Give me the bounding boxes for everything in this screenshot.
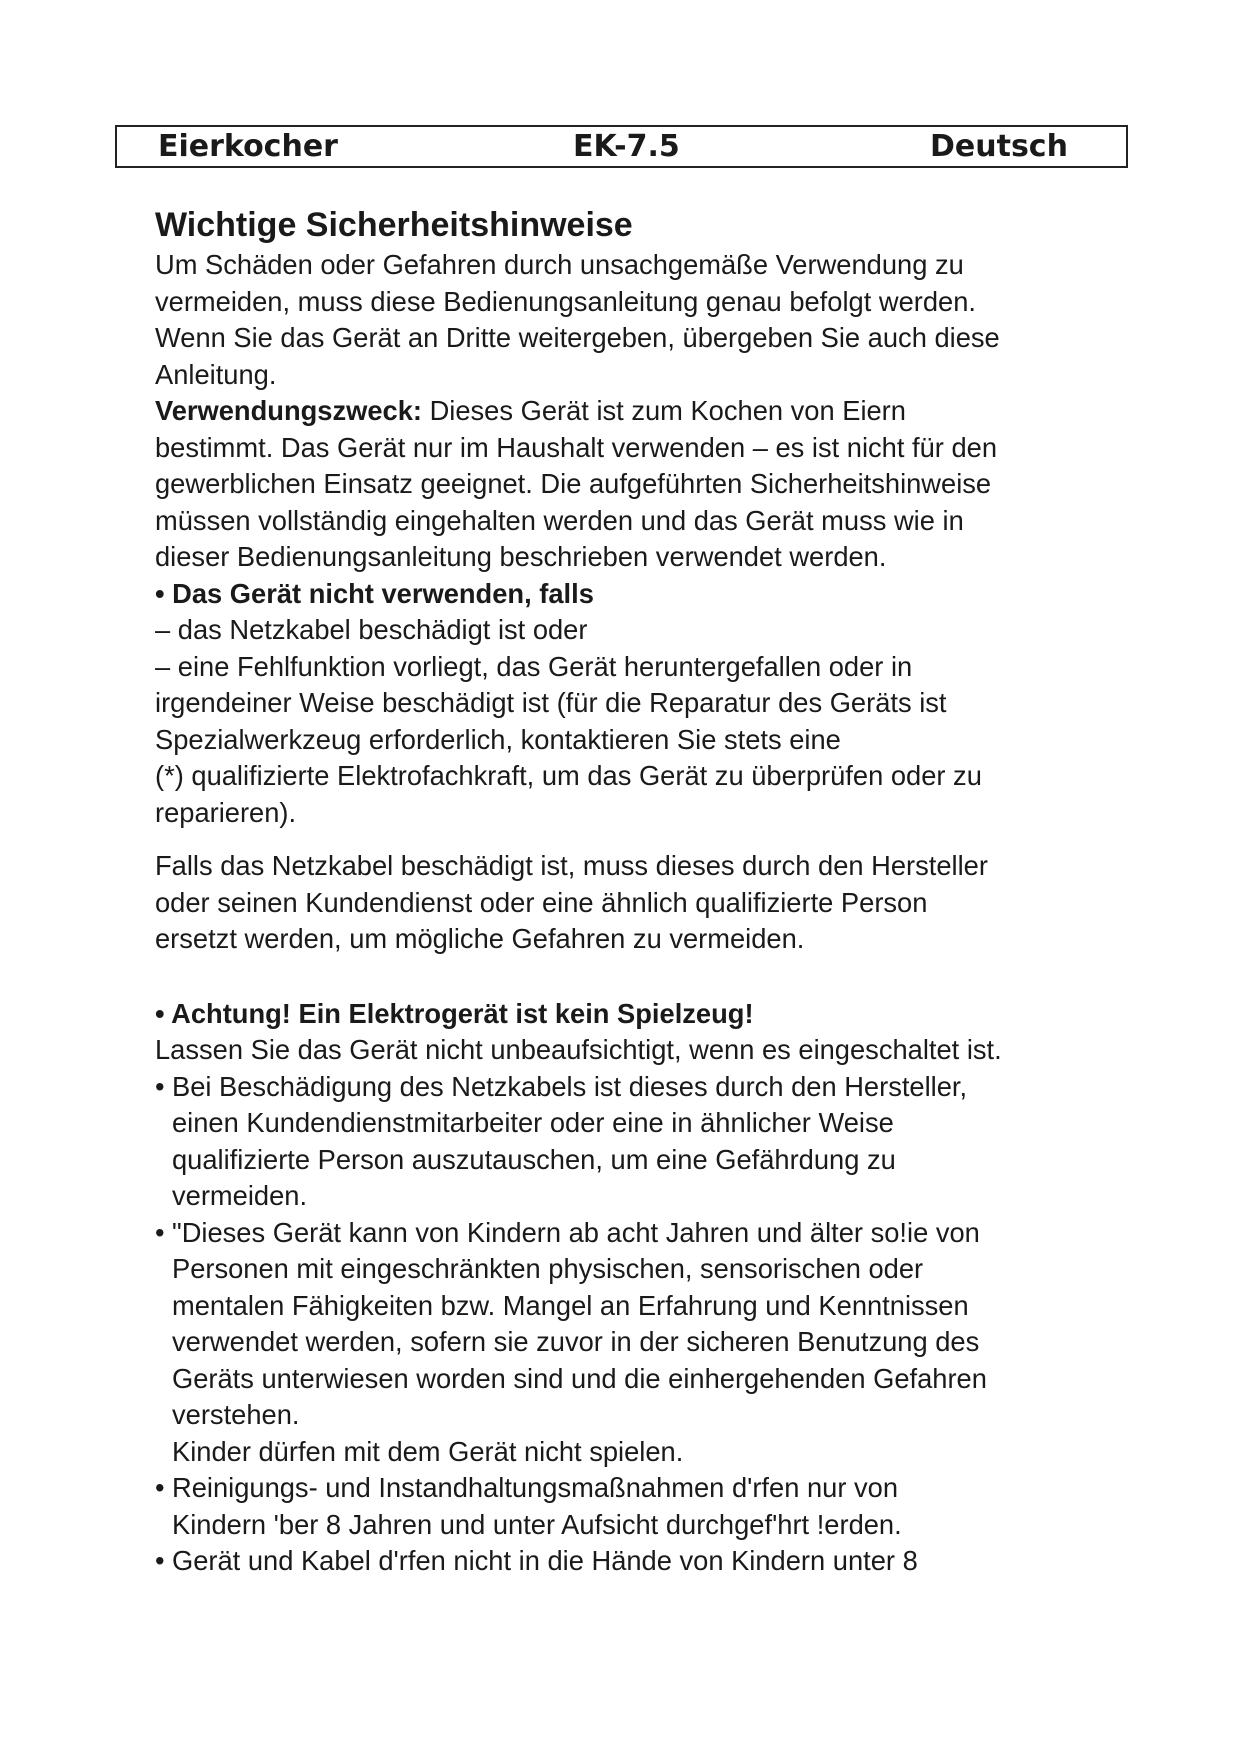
list-item [155, 1215, 1115, 1471]
warning-block [155, 996, 1115, 1069]
bullet-list [155, 1069, 1115, 1580]
header-model-number: EK-7.5 [573, 129, 680, 164]
do-not-use-line: (*) qualifizierte Elektrofachkraft, um das Gerät zu überprüfen oder zu [155, 760, 982, 791]
do-not-use-line: – das Netzkabel beschädigt ist oder [155, 614, 588, 645]
do-not-use-heading: • Das Gerät nicht verwenden, falls [155, 577, 594, 609]
do-not-use-block [155, 576, 1115, 832]
bullet-dot: • [155, 1472, 165, 1503]
list-item-line: verstehen. [172, 1399, 300, 1430]
purpose-line [155, 393, 1115, 430]
purpose-line: bestimmt. Das Gerät nur im Haushalt verwenden – es ist nicht für den [155, 431, 998, 463]
cable-line: Falls das Netzkabel beschädigt ist, muss dieses durch den Hersteller [155, 850, 988, 881]
list-item-line: Kinder dürfen mit dem Gerät nicht spielen. [172, 1435, 684, 1467]
list-item-line: Personen mit eingeschränkten physischen, sensorischen oder [172, 1253, 924, 1284]
list-item-line: einen Kundendienstmitarbeiter oder eine in ähnlicher Weise [172, 1107, 894, 1138]
warning-heading: • Achtung! Ein Elektrogerät ist kein Spielzeug! [155, 997, 754, 1029]
intro-line: Wenn Sie das Gerät an Dritte weitergeben, übergeben Sie auch diese [155, 322, 1000, 353]
list-item-line: Bei Beschädigung des Netzkabels ist dieses durch den Hersteller, [172, 1070, 968, 1102]
purpose-paragraph [155, 393, 1115, 576]
purpose-first-line: Dieses Gerät ist zum Kochen von Eiern [421, 395, 906, 426]
list-item-line: vermeiden. [172, 1180, 308, 1211]
header-language: Deutsch [930, 129, 1068, 164]
list-item [155, 1470, 1115, 1543]
do-not-use-line: irgendeiner Weise beschädigt ist (für die Reparatur des Geräts ist [155, 687, 947, 718]
bullet-dot: • [155, 1216, 165, 1248]
header-product-name: Eierkocher [158, 129, 338, 164]
list-item-line: "Dieses Gerät kann von Kindern ab acht Jahren und älter so!ie von [172, 1216, 980, 1248]
purpose-label: Verwendungszweck: [155, 395, 422, 426]
spacer [155, 958, 1115, 996]
intro-line: vermeiden, muss diese Bedienungsanleitung genau befolgt werden. [155, 285, 976, 317]
list-item [155, 1069, 1115, 1215]
list-item-line: Gerät und Kabel d'rfen nicht in die Hände von Kindern unter 8 [172, 1545, 918, 1576]
bullet-dot: • [155, 1070, 165, 1102]
list-item-line: Kindern 'ber 8 Jahren und unter Aufsicht durchgef'hrt !erden. [172, 1508, 902, 1540]
cable-paragraph [155, 848, 1115, 958]
spacer [155, 831, 1115, 848]
list-item-line: mentalen Fähigkeiten bzw. Mangel an Erfahrung und Kenntnissen [172, 1289, 969, 1321]
list-item-line: qualifizierte Person auszutauschen, um eine Gefährdung zu [172, 1143, 896, 1175]
intro-paragraph [155, 247, 1115, 393]
purpose-line: gewerblichen Einsatz geeignet. Die aufgeführten Sicherheitshinweise [155, 468, 992, 499]
intro-line: Um Schäden oder Gefahren durch unsachgemäße Verwendung zu [155, 249, 964, 280]
bullet-dot: • [155, 1545, 165, 1576]
purpose-line: müssen vollständig eingehalten werden und das Gerät muss wie in [155, 504, 964, 536]
do-not-use-line: – eine Fehlfunktion vorliegt, das Gerät heruntergefallen oder in [155, 650, 913, 682]
do-not-use-line: reparieren). [155, 796, 297, 828]
section-title: Wichtige Sicherheitshinweise [155, 206, 633, 244]
document-header [115, 125, 1128, 168]
intro-line: Anleitung. [155, 358, 277, 390]
do-not-use-line: Spezialwerkzeug erforderlich, kontaktieren Sie stets eine [155, 723, 841, 755]
list-item-line: Geräts unterwiesen worden sind und die einhergehenden Gefahren [172, 1362, 987, 1394]
cable-line: ersetzt werden, um mögliche Gefahren zu vermeiden. [155, 923, 805, 954]
cable-line: oder seinen Kundendienst oder eine ähnlich qualifizierte Person [155, 886, 928, 918]
list-item-line: verwendet werden, sofern sie zuvor in der sicheren Benutzung des [172, 1326, 980, 1357]
safety-section [155, 205, 1115, 1580]
purpose-line: dieser Bedienungsanleitung beschrieben verwendet werden. [155, 541, 887, 572]
list-item [155, 1543, 1115, 1580]
list-item-line: Reinigungs- und Instandhaltungsmaßnahmen d'rfen nur von [172, 1472, 899, 1503]
warning-line: Lassen Sie das Gerät nicht unbeaufsichtigt, wenn es eingeschaltet ist. [155, 1034, 1002, 1065]
